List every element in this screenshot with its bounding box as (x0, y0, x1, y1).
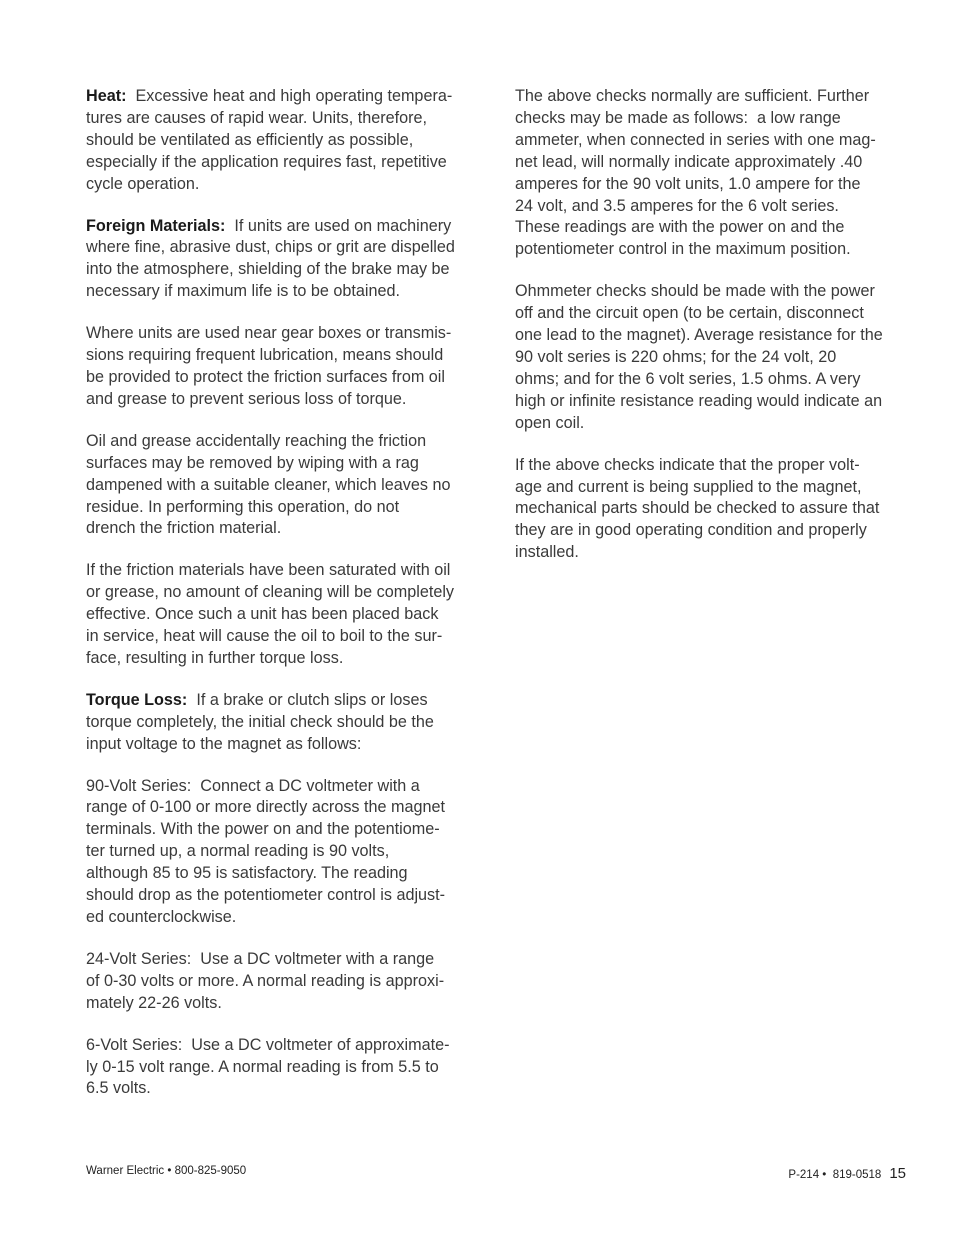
right-column (515, 86, 905, 584)
paragraph-torque-loss: Torque Loss: If a brake or clutch slips or loses torque completely, the initial check should be the input voltage to the magnet as follows: (86, 690, 434, 753)
left-column (86, 86, 472, 1120)
paragraph-oil-grease: Oil and grease accidentally reaching the friction surfaces may be removed by wiping with a rag dampened with a suitable cleaner, which leaves no residue. In performing this operation, do not drench the friction material. (86, 431, 451, 538)
paragraph-saturated: If the friction materials have been saturated with oil or grease, no amount of cleaning will be completely effective. Once such a unit has been placed back in service, heat will cause the oil to boil to the sur- face, resulting in further torque loss. (86, 561, 455, 667)
heading-heat: Heat: (86, 87, 127, 105)
paragraph-gear-boxes: Where units are used near gear boxes or transmis- sions requiring frequent lubrication, means should be provided to protect the friction surfaces from oil and grease to prevent serious loss of torque. (86, 324, 452, 408)
paragraph-ohmmeter-checks: Ohmmeter checks should be made with the power off and the circuit open (to be certain, disconnect one lead to the magnet). Average resistance for the 90 volt series is 220 ohms; for the 24 volt, 20 ohms; and for the 6 volt series, 1.5 ohms. A very high or infinite resistance reading would indicate an open coil. (515, 282, 883, 432)
page-number: 15 (889, 1165, 906, 1182)
paragraph-foreign-materials: Foreign Materials: If units are used on machinery where fine, abrasive dust, chips or grit are dispelled into the atmosphere, shielding of the brake may be necessary if maximum life is to be obtained. (86, 216, 455, 301)
paragraph-heat: Heat: Excessive heat and high operating tempera- tures are causes of rapid wear. Units, therefore, should be ventilated as efficiently as possible, especially if the application requires fast, repetitive cycle operation. (86, 87, 453, 193)
paragraph-6-volt: 6-Volt Series: Use a DC voltmeter of approximate- ly 0-15 volt range. A normal reading is from 5.5 to 6.5 volts. (86, 1035, 450, 1098)
footer-doc-info (788, 1165, 906, 1182)
paragraph-24-volt: 24-Volt Series: Use a DC voltmeter with a range of 0-30 volts or more. A normal reading is approxi- mately 22-26 volts. (86, 949, 445, 1012)
paragraph-90-volt: 90-Volt Series: Connect a DC voltmeter with a range of 0-100 or more directly across the magnet terminals. With the power on and the potentiome- ter turned up, a normal reading is 90 volts, although 85 to 95 is satisfactory. The reading should drop as the potentiometer control is adjust- ed counterclockwise. (86, 776, 446, 926)
heading-torque-loss: Torque Loss: (86, 690, 188, 709)
footer-company: Warner Electric • 800-825-9050 (86, 1165, 247, 1177)
paragraph-ammeter-checks: The above checks normally are sufficient. Further checks may be made as follows: a low range ammeter, when connected in series with one mag- net lead, will normally indicate approximately .40 amperes for the 90 volt units, 1.0 ampere for the 24 volt, and 3.5 amperes for the 6 volt series. These readings are with the power on and the potentiometer control in the maximum position. (515, 87, 876, 259)
heading-foreign-materials: Foreign Materials: (86, 216, 226, 235)
paragraph-mechanical-parts: If the above checks indicate that the proper volt- age and current is being supplied to the magnet, mechanical parts should be checked to assure that they are in good operating condition and properly installed. (515, 455, 880, 562)
footer-doc-number: P-214 • 819-0518 (788, 1169, 882, 1181)
